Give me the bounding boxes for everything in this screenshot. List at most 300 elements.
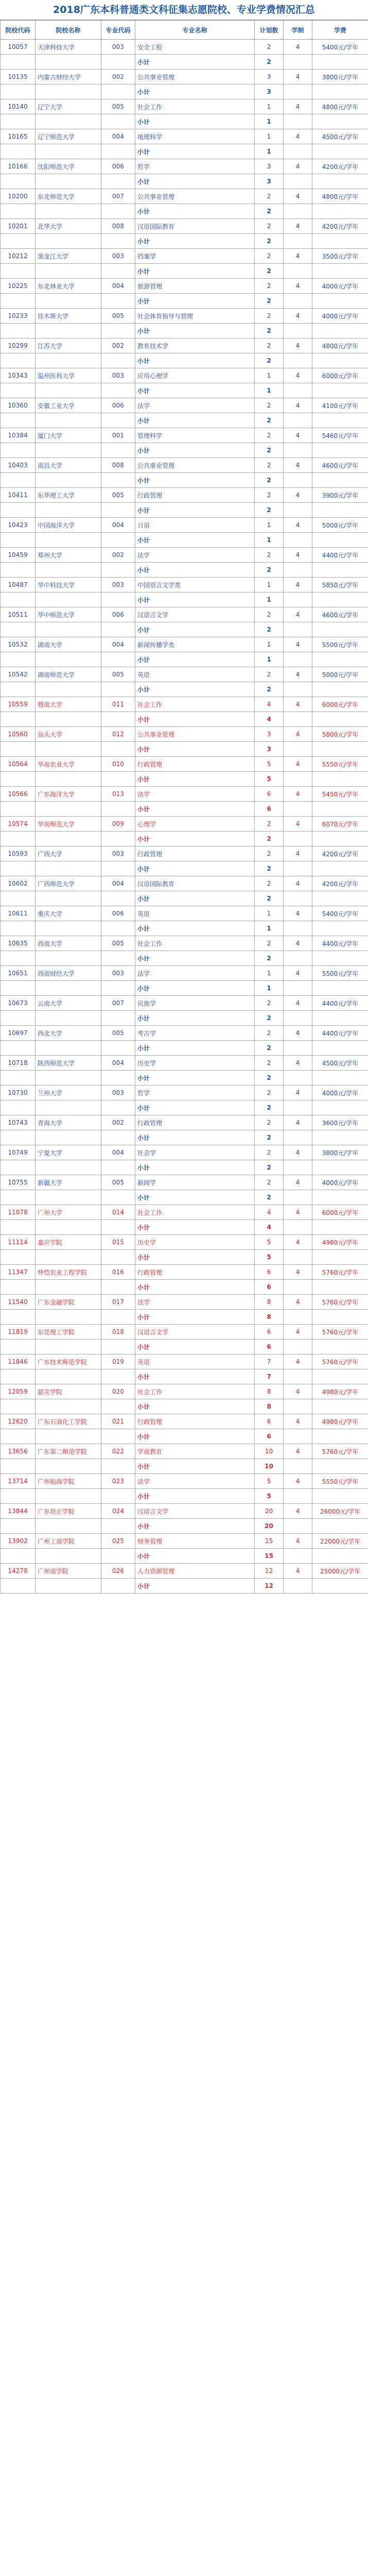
cell-major-name: 新闻学: [135, 1175, 255, 1190]
cell-major-code: [101, 1369, 135, 1384]
cell-school-name: [36, 1190, 101, 1205]
table-row: [1, 368, 368, 383]
cell-plan-count: 12: [255, 1579, 284, 1594]
table-row: [1, 966, 368, 981]
cell-school-code: [1, 772, 36, 787]
cell-plan-count: 20: [255, 1519, 284, 1534]
cell-duration: [284, 1071, 312, 1086]
cell-major-name: 小计: [135, 353, 255, 368]
cell-duration: [284, 84, 312, 99]
cell-tuition: 5000元/学年: [312, 518, 368, 533]
cell-school-code: [1, 1369, 36, 1384]
cell-school-name: 云南大学: [36, 996, 101, 1011]
cell-duration: [284, 1310, 312, 1325]
cell-major-code: 004: [101, 1145, 135, 1160]
cell-school-name: 华南师范大学: [36, 817, 101, 832]
cell-major-name: 小计: [135, 712, 255, 727]
cell-duration: 4: [284, 1086, 312, 1100]
subtotal-row: [1, 204, 368, 219]
cell-duration: [284, 1549, 312, 1564]
cell-school-code: [1, 682, 36, 697]
cell-school-name: [36, 533, 101, 548]
cell-tuition: [312, 1130, 368, 1145]
cell-plan-count: 7: [255, 1369, 284, 1384]
cell-plan-count: 2: [255, 398, 284, 413]
cell-duration: [284, 1190, 312, 1205]
cell-duration: [284, 1280, 312, 1295]
cell-school-code: [1, 1459, 36, 1474]
cell-plan-count: 2: [255, 861, 284, 876]
cell-tuition: 4000元/学年: [312, 279, 368, 294]
cell-major-name: 应用心理学: [135, 368, 255, 383]
cell-plan-count: 6: [255, 787, 284, 802]
table-row: [1, 936, 368, 951]
cell-school-name: [36, 802, 101, 817]
subtotal-row: [1, 563, 368, 578]
cell-school-name: [36, 921, 101, 936]
cell-major-code: [101, 563, 135, 578]
cell-tuition: 4980元/学年: [312, 1235, 368, 1250]
cell-tuition: 3500元/学年: [312, 249, 368, 264]
cell-duration: 4: [284, 488, 312, 503]
page-title: 2018广东本科普通类文科征集志愿院校、专业学费情况汇总: [0, 0, 368, 20]
cell-duration: 4: [284, 548, 312, 563]
table-row: [1, 637, 368, 652]
cell-tuition: [312, 1041, 368, 1056]
cell-tuition: 5550元/学年: [312, 1474, 368, 1489]
cell-major-code: [101, 383, 135, 398]
cell-plan-count: 4: [255, 697, 284, 712]
cell-major-code: 015: [101, 1235, 135, 1250]
table-row: [1, 1115, 368, 1130]
cell-major-code: 008: [101, 219, 135, 234]
cell-major-code: 025: [101, 1534, 135, 1549]
cell-school-name: [36, 114, 101, 129]
subtotal-row: [1, 1429, 368, 1444]
cell-school-code: 12620: [1, 1414, 36, 1429]
cell-school-name: 西南大学: [36, 936, 101, 951]
cell-major-name: 小计: [135, 383, 255, 398]
cell-school-name: 广东海洋大学: [36, 787, 101, 802]
cell-school-name: 广西师范大学: [36, 876, 101, 891]
cell-major-name: 小计: [135, 84, 255, 99]
cell-major-name: 档案学: [135, 249, 255, 264]
subtotal-row: [1, 622, 368, 637]
cell-plan-count: 8: [255, 1399, 284, 1414]
cell-major-code: [101, 951, 135, 966]
subtotal-row: [1, 1220, 368, 1235]
cell-major-code: 004: [101, 1056, 135, 1071]
cell-school-code: [1, 1220, 36, 1235]
cell-school-name: 广东金融学院: [36, 1295, 101, 1310]
cell-tuition: [312, 891, 368, 906]
cell-major-code: 012: [101, 727, 135, 742]
cell-duration: 4: [284, 817, 312, 832]
cell-major-code: [101, 1220, 135, 1235]
cell-plan-count: 2: [255, 846, 284, 861]
cell-tuition: [312, 84, 368, 99]
cell-tuition: [312, 1220, 368, 1235]
cell-plan-count: 3: [255, 174, 284, 189]
cell-school-name: 内蒙古财经大学: [36, 70, 101, 84]
cell-major-code: 014: [101, 1205, 135, 1220]
cell-school-name: [36, 1549, 101, 1564]
cell-plan-count: 2: [255, 353, 284, 368]
cell-major-code: 005: [101, 309, 135, 324]
cell-tuition: [312, 592, 368, 607]
cell-school-code: 10542: [1, 667, 36, 682]
cell-plan-count: 2: [255, 1026, 284, 1041]
cell-tuition: 4200元/学年: [312, 219, 368, 234]
cell-tuition: 4200元/学年: [312, 876, 368, 891]
cell-school-code: [1, 413, 36, 428]
cell-major-name: 汉语言文学: [135, 607, 255, 622]
cell-tuition: [312, 1071, 368, 1086]
cell-tuition: [312, 174, 368, 189]
cell-major-name: 行政管理: [135, 846, 255, 861]
cell-tuition: 5500元/学年: [312, 966, 368, 981]
cell-duration: 4: [284, 1235, 312, 1250]
cell-tuition: 4800元/学年: [312, 99, 368, 114]
cell-school-name: [36, 772, 101, 787]
cell-plan-count: 1: [255, 981, 284, 996]
cell-school-code: [1, 1310, 36, 1325]
cell-major-name: 小计: [135, 1369, 255, 1384]
subtotal-row: [1, 1280, 368, 1295]
cell-school-name: [36, 981, 101, 996]
cell-tuition: 4000元/学年: [312, 1086, 368, 1100]
table-row: [1, 70, 368, 84]
cell-tuition: 6000元/学年: [312, 697, 368, 712]
cell-school-name: 厦门大学: [36, 428, 101, 443]
cell-duration: 4: [284, 1354, 312, 1369]
cell-major-name: 中国语言文学类: [135, 578, 255, 592]
cell-major-name: 学前教育: [135, 1444, 255, 1459]
cell-school-code: 10140: [1, 99, 36, 114]
cell-plan-count: 2: [255, 294, 284, 309]
cell-school-name: [36, 1220, 101, 1235]
cell-plan-count: 15: [255, 1549, 284, 1564]
cell-duration: 4: [284, 996, 312, 1011]
cell-plan-count: 2: [255, 40, 284, 55]
cell-duration: [284, 234, 312, 249]
cell-duration: 4: [284, 667, 312, 682]
cell-tuition: [312, 324, 368, 338]
cell-tuition: [312, 712, 368, 727]
cell-plan-count: 2: [255, 428, 284, 443]
cell-plan-count: 2: [255, 1011, 284, 1026]
cell-plan-count: 2: [255, 876, 284, 891]
table-row: [1, 338, 368, 353]
cell-plan-count: 3: [255, 84, 284, 99]
cell-major-name: 法学: [135, 1474, 255, 1489]
cell-school-code: [1, 264, 36, 279]
cell-tuition: 4200元/学年: [312, 846, 368, 861]
subtotal-row: [1, 1340, 368, 1354]
subtotal-row: [1, 921, 368, 936]
cell-major-code: 004: [101, 279, 135, 294]
table-row: [1, 1564, 368, 1579]
cell-plan-count: 3: [255, 727, 284, 742]
cell-major-code: [101, 473, 135, 488]
cell-school-code: 11819: [1, 1325, 36, 1340]
cell-tuition: 22000元/学年: [312, 1534, 368, 1549]
cell-school-code: 14278: [1, 1564, 36, 1579]
cell-duration: 4: [284, 1265, 312, 1280]
cell-school-name: [36, 1429, 101, 1444]
cell-school-name: 广西大学: [36, 846, 101, 861]
cell-duration: [284, 563, 312, 578]
subtotal-row: [1, 742, 368, 757]
cell-school-code: [1, 114, 36, 129]
cell-major-name: 社会工作: [135, 99, 255, 114]
cell-school-code: [1, 921, 36, 936]
cell-major-name: 小计: [135, 533, 255, 548]
cell-plan-count: 1: [255, 578, 284, 592]
table-row: [1, 607, 368, 622]
cell-major-name: 心理学: [135, 817, 255, 832]
cell-major-name: 小计: [135, 682, 255, 697]
cell-school-name: 嘉应学院: [36, 1235, 101, 1250]
cell-major-name: 汉语国际教育: [135, 219, 255, 234]
subtotal-row: [1, 832, 368, 846]
cell-plan-count: 15: [255, 1534, 284, 1549]
cell-school-name: 湖南大学: [36, 637, 101, 652]
table-row: [1, 1145, 368, 1160]
cell-school-name: 陕西师范大学: [36, 1056, 101, 1071]
cell-major-code: [101, 144, 135, 159]
cell-plan-count: 1: [255, 906, 284, 921]
table-row: [1, 548, 368, 563]
subtotal-row: [1, 473, 368, 488]
cell-major-name: 日语: [135, 518, 255, 533]
table-row: [1, 906, 368, 921]
subtotal-row: [1, 1579, 368, 1594]
cell-major-code: [101, 861, 135, 876]
cell-tuition: 4400元/学年: [312, 936, 368, 951]
header-tuition: 学费: [312, 21, 368, 40]
cell-school-name: 广州航海学院: [36, 1474, 101, 1489]
cell-school-name: 宁夏大学: [36, 1145, 101, 1160]
table-row: [1, 1354, 368, 1369]
cell-plan-count: 1: [255, 383, 284, 398]
cell-plan-count: 2: [255, 936, 284, 951]
cell-duration: [284, 443, 312, 458]
cell-plan-count: 2: [255, 996, 284, 1011]
cell-plan-count: 1: [255, 144, 284, 159]
cell-major-name: 民族学: [135, 996, 255, 1011]
cell-major-code: [101, 742, 135, 757]
cell-tuition: 4500元/学年: [312, 1056, 368, 1071]
cell-major-code: [101, 114, 135, 129]
cell-major-name: 小计: [135, 1071, 255, 1086]
cell-duration: [284, 1429, 312, 1444]
cell-major-name: 社会学: [135, 1145, 255, 1160]
cell-plan-count: 2: [255, 548, 284, 563]
cell-plan-count: 8: [255, 1295, 284, 1310]
cell-school-code: 10673: [1, 996, 36, 1011]
cell-school-name: 青海大学: [36, 1115, 101, 1130]
cell-school-code: 10602: [1, 876, 36, 891]
cell-major-name: 小计: [135, 772, 255, 787]
cell-major-code: 004: [101, 518, 135, 533]
cell-duration: 4: [284, 1175, 312, 1190]
cell-major-code: [101, 1310, 135, 1325]
cell-school-name: 广东培正学院: [36, 1504, 101, 1519]
cell-major-code: 003: [101, 368, 135, 383]
cell-plan-count: 2: [255, 817, 284, 832]
cell-tuition: [312, 294, 368, 309]
cell-major-name: 考古学: [135, 1026, 255, 1041]
cell-school-code: [1, 174, 36, 189]
cell-duration: 4: [284, 1325, 312, 1340]
cell-plan-count: 2: [255, 607, 284, 622]
cell-major-name: 小计: [135, 1429, 255, 1444]
cell-duration: 4: [284, 99, 312, 114]
cell-plan-count: 1: [255, 592, 284, 607]
cell-school-name: [36, 622, 101, 637]
cell-major-name: 小计: [135, 1280, 255, 1295]
cell-duration: [284, 1519, 312, 1534]
cell-tuition: [312, 981, 368, 996]
header-major-code: 专业代码: [101, 21, 135, 40]
cell-tuition: [312, 1549, 368, 1564]
cell-school-code: [1, 652, 36, 667]
cell-tuition: 4400元/学年: [312, 548, 368, 563]
cell-duration: [284, 294, 312, 309]
cell-school-name: [36, 682, 101, 697]
cell-duration: 4: [284, 637, 312, 652]
cell-duration: [284, 1220, 312, 1235]
cell-school-name: 东北林业大学: [36, 279, 101, 294]
cell-tuition: [312, 443, 368, 458]
cell-school-code: [1, 443, 36, 458]
table-row: [1, 1056, 368, 1071]
cell-plan-count: 8: [255, 1310, 284, 1325]
cell-duration: [284, 802, 312, 817]
cell-school-name: [36, 951, 101, 966]
cell-plan-count: 3: [255, 159, 284, 174]
cell-tuition: 3800元/学年: [312, 1145, 368, 1160]
cell-major-name: 新闻传播学类: [135, 637, 255, 652]
cell-school-code: [1, 383, 36, 398]
cell-school-code: 10511: [1, 607, 36, 622]
cell-duration: 4: [284, 1115, 312, 1130]
cell-major-name: 法学: [135, 966, 255, 981]
cell-school-code: 10201: [1, 219, 36, 234]
cell-plan-count: 5: [255, 772, 284, 787]
cell-major-code: [101, 204, 135, 219]
cell-major-code: [101, 1011, 135, 1026]
cell-school-code: [1, 951, 36, 966]
cell-school-code: [1, 1041, 36, 1056]
subtotal-row: [1, 682, 368, 697]
cell-school-name: 仲恺农业工程学院: [36, 1265, 101, 1280]
cell-plan-count: 2: [255, 1190, 284, 1205]
cell-school-name: [36, 1250, 101, 1265]
cell-major-name: 小计: [135, 951, 255, 966]
header-plan-count: 计划数: [255, 21, 284, 40]
cell-school-name: [36, 1340, 101, 1354]
cell-tuition: [312, 413, 368, 428]
cell-school-name: [36, 1459, 101, 1474]
cell-school-name: [36, 174, 101, 189]
cell-tuition: [312, 383, 368, 398]
cell-plan-count: 6: [255, 802, 284, 817]
subtotal-row: [1, 353, 368, 368]
cell-school-name: 广州工商学院: [36, 1534, 101, 1549]
cell-plan-count: 1: [255, 368, 284, 383]
subtotal-row: [1, 802, 368, 817]
cell-duration: [284, 1011, 312, 1026]
cell-school-code: [1, 1130, 36, 1145]
cell-duration: [284, 114, 312, 129]
cell-school-name: 北华大学: [36, 219, 101, 234]
cell-school-name: 西北大学: [36, 1026, 101, 1041]
cell-tuition: 4200元/学年: [312, 159, 368, 174]
cell-plan-count: 6: [255, 1414, 284, 1429]
cell-plan-count: 2: [255, 1071, 284, 1086]
subtotal-row: [1, 592, 368, 607]
cell-major-name: 小计: [135, 443, 255, 458]
cell-plan-count: 7: [255, 1354, 284, 1369]
table-body: [1, 40, 368, 1594]
cell-plan-count: 10: [255, 1459, 284, 1474]
subtotal-row: [1, 1160, 368, 1175]
enrollment-table: [0, 20, 368, 1594]
cell-school-code: [1, 592, 36, 607]
cell-duration: [284, 981, 312, 996]
cell-major-name: 地理科学: [135, 129, 255, 144]
cell-plan-count: 12: [255, 1564, 284, 1579]
cell-tuition: [312, 1160, 368, 1175]
cell-major-code: [101, 234, 135, 249]
cell-plan-count: 2: [255, 443, 284, 458]
cell-school-name: 广东石油化工学院: [36, 1414, 101, 1429]
cell-school-name: [36, 1130, 101, 1145]
cell-plan-count: 1: [255, 921, 284, 936]
cell-major-name: 汉语国际教育: [135, 876, 255, 891]
cell-school-name: [36, 1100, 101, 1115]
cell-duration: 4: [284, 1564, 312, 1579]
cell-major-code: 004: [101, 637, 135, 652]
header-duration: 学制: [284, 21, 312, 40]
cell-tuition: [312, 861, 368, 876]
cell-school-name: 辽宁大学: [36, 99, 101, 114]
cell-major-name: 汉语言文学: [135, 1325, 255, 1340]
cell-school-code: [1, 473, 36, 488]
cell-plan-count: 2: [255, 204, 284, 219]
cell-school-code: [1, 1549, 36, 1564]
cell-school-name: [36, 383, 101, 398]
cell-major-code: 026: [101, 1564, 135, 1579]
cell-school-name: 沈阳师范大学: [36, 159, 101, 174]
cell-duration: 4: [284, 787, 312, 802]
cell-tuition: [312, 353, 368, 368]
cell-major-code: 002: [101, 1115, 135, 1130]
cell-school-name: [36, 1399, 101, 1414]
cell-major-code: [101, 1399, 135, 1414]
cell-school-code: 10360: [1, 398, 36, 413]
subtotal-row: [1, 1100, 368, 1115]
cell-tuition: [312, 1340, 368, 1354]
cell-duration: 4: [284, 1384, 312, 1399]
cell-tuition: [312, 1459, 368, 1474]
table-row: [1, 697, 368, 712]
cell-school-name: 郑州大学: [36, 548, 101, 563]
cell-tuition: [312, 1310, 368, 1325]
cell-duration: [284, 1579, 312, 1594]
